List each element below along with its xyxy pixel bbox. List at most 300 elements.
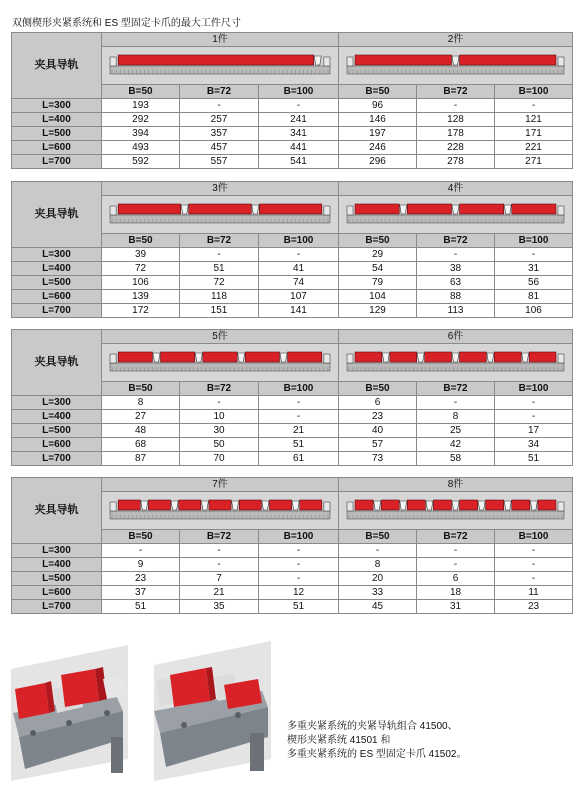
rail-diagram-right xyxy=(339,47,573,85)
wedge-clamp xyxy=(382,353,389,362)
value-cell: 38 xyxy=(417,262,495,276)
value-cell: 34 xyxy=(495,438,573,452)
workpiece xyxy=(460,55,556,65)
value-cell: 61 xyxy=(259,452,339,466)
b-width-header: B=50 xyxy=(102,85,180,99)
table-row xyxy=(12,290,573,304)
wedge-clamp xyxy=(504,501,511,510)
rail-label: 夹具导轨 xyxy=(12,182,102,248)
workpiece xyxy=(355,55,451,65)
value-cell: 118 xyxy=(180,290,259,304)
value-cell: - xyxy=(495,248,573,262)
workpiece xyxy=(118,204,180,214)
rail-length-label: L=500 xyxy=(12,572,102,586)
value-cell: 79 xyxy=(339,276,417,290)
wedge-clamp xyxy=(232,501,239,510)
value-cell: 96 xyxy=(339,99,417,113)
b-width-header: B=50 xyxy=(339,530,417,544)
piece-count-left: 3件 xyxy=(102,182,339,196)
workpiece xyxy=(381,500,399,510)
value-cell: 45 xyxy=(339,600,417,614)
b-width-header: B=100 xyxy=(259,234,339,248)
end-jaw xyxy=(110,502,116,511)
table-row xyxy=(12,276,573,290)
workpiece xyxy=(189,204,251,214)
b-width-header: B=72 xyxy=(180,234,259,248)
end-jaw xyxy=(347,206,353,215)
table-row xyxy=(12,572,573,586)
end-jaw xyxy=(110,57,116,66)
value-cell: 51 xyxy=(180,262,259,276)
rail-diagram-right xyxy=(339,196,573,234)
value-cell: 51 xyxy=(259,438,339,452)
piece-count-left: 7件 xyxy=(102,478,339,492)
wedge-clamp xyxy=(153,353,160,362)
value-cell: - xyxy=(180,558,259,572)
rail-length-label: L=400 xyxy=(12,113,102,127)
page-title: 双侧楔形夹紧系统和 ES 型固定卡爪的最大工件尺寸 xyxy=(12,18,241,29)
wedge-clamp xyxy=(504,205,511,214)
clamping-rail-icon xyxy=(108,198,332,231)
workpiece xyxy=(148,500,170,510)
workpiece xyxy=(433,500,451,510)
product-photo-1 xyxy=(11,641,128,781)
value-cell: 87 xyxy=(102,452,180,466)
table-row xyxy=(12,600,573,614)
piece-count-left: 1件 xyxy=(102,33,339,47)
value-cell: - xyxy=(259,544,339,558)
end-jaw xyxy=(324,206,330,215)
value-cell: 20 xyxy=(339,572,417,586)
clamping-rail-icon xyxy=(108,346,332,379)
table-row xyxy=(12,113,573,127)
table-row xyxy=(12,99,573,113)
value-cell: 63 xyxy=(417,276,495,290)
value-cell: 457 xyxy=(180,141,259,155)
rail-label: 夹具导轨 xyxy=(12,478,102,544)
capacity-table-4 xyxy=(11,477,573,614)
b-width-header: B=100 xyxy=(259,530,339,544)
value-cell: - xyxy=(259,558,339,572)
value-cell: 128 xyxy=(417,113,495,127)
clamping-rail-icon xyxy=(345,49,566,82)
value-cell: 29 xyxy=(339,248,417,262)
value-cell: 25 xyxy=(417,424,495,438)
value-cell: - xyxy=(417,558,495,572)
b-width-header: B=100 xyxy=(495,234,573,248)
workpiece xyxy=(209,500,231,510)
value-cell: 21 xyxy=(259,424,339,438)
rail-length-label: L=300 xyxy=(12,248,102,262)
value-cell: 271 xyxy=(495,155,573,169)
workpiece xyxy=(355,500,373,510)
value-cell: 8 xyxy=(102,396,180,410)
b-width-header: B=50 xyxy=(339,85,417,99)
capacity-table-2 xyxy=(11,181,573,318)
rail-length-label: L=400 xyxy=(12,410,102,424)
table-row xyxy=(12,155,573,169)
value-cell: 81 xyxy=(495,290,573,304)
rail-diagram-left xyxy=(102,492,339,530)
wedge-clamp xyxy=(314,56,321,65)
value-cell: 8 xyxy=(417,410,495,424)
wedge-clamp xyxy=(417,353,424,362)
b-width-header: B=72 xyxy=(417,85,495,99)
value-cell: - xyxy=(417,396,495,410)
rail-length-label: L=600 xyxy=(12,586,102,600)
rail-length-label: L=700 xyxy=(12,155,102,169)
b-width-header: B=100 xyxy=(259,382,339,396)
value-cell: 51 xyxy=(495,452,573,466)
piece-count-right: 8件 xyxy=(339,478,573,492)
wedge-clamp xyxy=(201,501,208,510)
value-cell: - xyxy=(259,396,339,410)
rail-diagram-left xyxy=(102,196,339,234)
clamping-rail-icon xyxy=(345,346,566,379)
value-cell: 106 xyxy=(102,276,180,290)
rail-length-label: L=500 xyxy=(12,424,102,438)
value-cell: 21 xyxy=(180,586,259,600)
value-cell: 10 xyxy=(180,410,259,424)
rail-base xyxy=(110,66,330,74)
value-cell: 178 xyxy=(417,127,495,141)
rail-label: 夹具导轨 xyxy=(12,330,102,396)
value-cell: 193 xyxy=(102,99,180,113)
rail-diagram-left xyxy=(102,47,339,85)
wedge-clamp xyxy=(487,353,494,362)
end-jaw xyxy=(347,354,353,363)
b-width-header: B=72 xyxy=(180,530,259,544)
table-row xyxy=(12,438,573,452)
wedge-clamp xyxy=(141,501,148,510)
rail-length-label: L=600 xyxy=(12,438,102,452)
workpiece xyxy=(259,204,321,214)
value-cell: - xyxy=(495,558,573,572)
wedge-clamp xyxy=(400,501,407,510)
value-cell: - xyxy=(259,99,339,113)
table-row xyxy=(12,396,573,410)
caption-line-1: 多重夹紧系统的夹紧导轨组合 41500、 xyxy=(287,721,458,732)
value-cell: 151 xyxy=(180,304,259,318)
piece-count-right: 6件 xyxy=(339,330,573,344)
capacity-table-3 xyxy=(11,329,573,466)
table-row xyxy=(12,586,573,600)
value-cell: 31 xyxy=(495,262,573,276)
value-cell: 6 xyxy=(339,396,417,410)
value-cell: 146 xyxy=(339,113,417,127)
b-width-header: B=50 xyxy=(339,234,417,248)
value-cell: - xyxy=(417,248,495,262)
value-cell: 88 xyxy=(417,290,495,304)
value-cell: 257 xyxy=(180,113,259,127)
workpiece xyxy=(460,352,487,362)
wedge-clamp xyxy=(252,205,259,214)
table-row xyxy=(12,424,573,438)
value-cell: 394 xyxy=(102,127,180,141)
value-cell: 107 xyxy=(259,290,339,304)
rail-base xyxy=(347,511,564,519)
end-jaw xyxy=(110,206,116,215)
end-jaw xyxy=(347,57,353,66)
value-cell: - xyxy=(495,396,573,410)
value-cell: 23 xyxy=(102,572,180,586)
rail-label: 夹具导轨 xyxy=(12,33,102,99)
wedge-clamp xyxy=(181,205,188,214)
wedge-clamp xyxy=(195,353,202,362)
value-cell: 33 xyxy=(339,586,417,600)
value-cell: 246 xyxy=(339,141,417,155)
piece-count-left: 5件 xyxy=(102,330,339,344)
b-width-header: B=50 xyxy=(102,382,180,396)
workpiece xyxy=(538,500,556,510)
wedge-clamp xyxy=(292,501,299,510)
value-cell: 113 xyxy=(417,304,495,318)
b-width-header: B=50 xyxy=(339,382,417,396)
value-cell: 58 xyxy=(417,452,495,466)
table-row xyxy=(12,304,573,318)
piece-count-right: 2件 xyxy=(339,33,573,47)
table-row xyxy=(12,558,573,572)
table-row xyxy=(12,410,573,424)
rail-length-label: L=700 xyxy=(12,304,102,318)
product-photo-2 xyxy=(154,641,271,781)
value-cell: 341 xyxy=(259,127,339,141)
value-cell: 35 xyxy=(180,600,259,614)
value-cell: 104 xyxy=(339,290,417,304)
b-width-header: B=72 xyxy=(180,382,259,396)
wedge-clamp xyxy=(171,501,178,510)
wedge-clamp xyxy=(522,353,529,362)
value-cell: 17 xyxy=(495,424,573,438)
workpiece xyxy=(355,204,399,214)
b-width-header: B=100 xyxy=(259,85,339,99)
value-cell: 8 xyxy=(339,558,417,572)
value-cell: 31 xyxy=(417,600,495,614)
table-row xyxy=(12,262,573,276)
workpiece xyxy=(460,500,478,510)
value-cell: 74 xyxy=(259,276,339,290)
table-row xyxy=(12,544,573,558)
end-jaw xyxy=(324,354,330,363)
rail-base xyxy=(347,363,564,371)
value-cell: 541 xyxy=(259,155,339,169)
value-cell: 557 xyxy=(180,155,259,169)
value-cell: - xyxy=(180,396,259,410)
table-row xyxy=(12,141,573,155)
wedge-clamp xyxy=(452,205,459,214)
wedge-clamp xyxy=(530,501,537,510)
table-row xyxy=(12,452,573,466)
value-cell: 278 xyxy=(417,155,495,169)
value-cell: 72 xyxy=(180,276,259,290)
value-cell: 228 xyxy=(417,141,495,155)
workpiece xyxy=(179,500,201,510)
rail-length-label: L=300 xyxy=(12,544,102,558)
b-width-header: B=72 xyxy=(417,382,495,396)
value-cell: - xyxy=(495,572,573,586)
workpiece xyxy=(269,500,291,510)
value-cell: 50 xyxy=(180,438,259,452)
end-jaw xyxy=(558,206,564,215)
workpiece xyxy=(239,500,261,510)
workpiece xyxy=(203,352,237,362)
value-cell: 39 xyxy=(102,248,180,262)
value-cell: 73 xyxy=(339,452,417,466)
value-cell: 57 xyxy=(339,438,417,452)
value-cell: 7 xyxy=(180,572,259,586)
value-cell: 23 xyxy=(495,600,573,614)
value-cell: 129 xyxy=(339,304,417,318)
value-cell: - xyxy=(180,248,259,262)
value-cell: - xyxy=(339,544,417,558)
b-width-header: B=100 xyxy=(495,382,573,396)
end-jaw xyxy=(110,354,116,363)
rail-length-label: L=700 xyxy=(12,600,102,614)
value-cell: - xyxy=(495,410,573,424)
wedge-clamp xyxy=(452,56,459,65)
value-cell: 41 xyxy=(259,262,339,276)
rail-length-label: L=600 xyxy=(12,290,102,304)
b-width-header: B=72 xyxy=(180,85,259,99)
rail-length-label: L=600 xyxy=(12,141,102,155)
value-cell: 172 xyxy=(102,304,180,318)
workpiece xyxy=(407,204,451,214)
wedge-clamp xyxy=(374,501,381,510)
rail-diagram-left xyxy=(102,344,339,382)
value-cell: 48 xyxy=(102,424,180,438)
end-jaw xyxy=(347,502,353,511)
value-cell: 56 xyxy=(495,276,573,290)
rail-diagram-right xyxy=(339,492,573,530)
piece-count-right: 4件 xyxy=(339,182,573,196)
end-jaw xyxy=(558,57,564,66)
value-cell: - xyxy=(495,544,573,558)
value-cell: 40 xyxy=(339,424,417,438)
rail-length-label: L=300 xyxy=(12,99,102,113)
value-cell: 171 xyxy=(495,127,573,141)
value-cell: 139 xyxy=(102,290,180,304)
value-cell: - xyxy=(180,99,259,113)
workpiece xyxy=(407,500,425,510)
workpiece xyxy=(118,55,314,65)
rail-length-label: L=300 xyxy=(12,396,102,410)
b-width-header: B=100 xyxy=(495,85,573,99)
rail-length-label: L=500 xyxy=(12,276,102,290)
value-cell: 51 xyxy=(259,600,339,614)
value-cell: 23 xyxy=(339,410,417,424)
value-cell: 37 xyxy=(102,586,180,600)
rail-length-label: L=400 xyxy=(12,262,102,276)
value-cell: - xyxy=(102,544,180,558)
value-cell: 106 xyxy=(495,304,573,318)
value-cell: - xyxy=(180,544,259,558)
value-cell: 9 xyxy=(102,558,180,572)
rail-base xyxy=(347,66,564,74)
value-cell: 6 xyxy=(417,572,495,586)
value-cell: - xyxy=(417,99,495,113)
end-jaw xyxy=(558,354,564,363)
clamping-rail-icon xyxy=(345,494,566,527)
value-cell: 296 xyxy=(339,155,417,169)
wedge-clamp xyxy=(238,353,245,362)
value-cell: 51 xyxy=(102,600,180,614)
workpiece xyxy=(486,500,504,510)
rail-length-label: L=400 xyxy=(12,558,102,572)
wedge-clamp xyxy=(262,501,269,510)
b-width-header: B=50 xyxy=(102,530,180,544)
value-cell: 68 xyxy=(102,438,180,452)
b-width-header: B=100 xyxy=(495,530,573,544)
value-cell: 70 xyxy=(180,452,259,466)
capacity-table-1 xyxy=(11,32,573,169)
wedge-clamp xyxy=(426,501,433,510)
workpiece xyxy=(245,352,279,362)
rail-base xyxy=(110,363,330,371)
wedge-clamp xyxy=(452,353,459,362)
value-cell: 141 xyxy=(259,304,339,318)
value-cell: - xyxy=(495,99,573,113)
workpiece xyxy=(425,352,452,362)
b-width-header: B=50 xyxy=(102,234,180,248)
value-cell: 441 xyxy=(259,141,339,155)
workpiece xyxy=(161,352,195,362)
workpiece xyxy=(512,500,530,510)
rail-base xyxy=(110,215,330,223)
workpiece xyxy=(355,352,382,362)
value-cell: 121 xyxy=(495,113,573,127)
value-cell: 54 xyxy=(339,262,417,276)
value-cell: 493 xyxy=(102,141,180,155)
end-jaw xyxy=(324,57,330,66)
b-width-header: B=72 xyxy=(417,530,495,544)
value-cell: 592 xyxy=(102,155,180,169)
end-jaw xyxy=(558,502,564,511)
caption-line-2: 楔形夹紧系统 41501 和 xyxy=(287,735,391,746)
table-row xyxy=(12,127,573,141)
clamping-rail-icon xyxy=(108,494,332,527)
value-cell: 12 xyxy=(259,586,339,600)
rail-diagram-right xyxy=(339,344,573,382)
value-cell: 30 xyxy=(180,424,259,438)
value-cell: - xyxy=(259,410,339,424)
workpiece xyxy=(118,500,140,510)
caption-line-3: 多重夹紧系统的 ES 型固定卡爪 41502。 xyxy=(287,749,467,760)
end-jaw xyxy=(324,502,330,511)
workpiece xyxy=(390,352,417,362)
value-cell: 72 xyxy=(102,262,180,276)
clamping-rail-icon xyxy=(108,49,332,82)
workpiece xyxy=(494,352,521,362)
rail-base xyxy=(110,511,330,519)
rail-length-label: L=700 xyxy=(12,452,102,466)
clamping-rail-icon xyxy=(345,198,566,231)
value-cell: 292 xyxy=(102,113,180,127)
value-cell: 42 xyxy=(417,438,495,452)
value-cell: - xyxy=(259,572,339,586)
value-cell: 241 xyxy=(259,113,339,127)
workpiece xyxy=(118,352,152,362)
b-width-header: B=72 xyxy=(417,234,495,248)
value-cell: 357 xyxy=(180,127,259,141)
value-cell: 18 xyxy=(417,586,495,600)
wedge-clamp xyxy=(400,205,407,214)
workpiece xyxy=(460,204,504,214)
workpiece xyxy=(512,204,556,214)
value-cell: 221 xyxy=(495,141,573,155)
wedge-clamp xyxy=(478,501,485,510)
wedge-clamp xyxy=(280,353,287,362)
value-cell: 27 xyxy=(102,410,180,424)
